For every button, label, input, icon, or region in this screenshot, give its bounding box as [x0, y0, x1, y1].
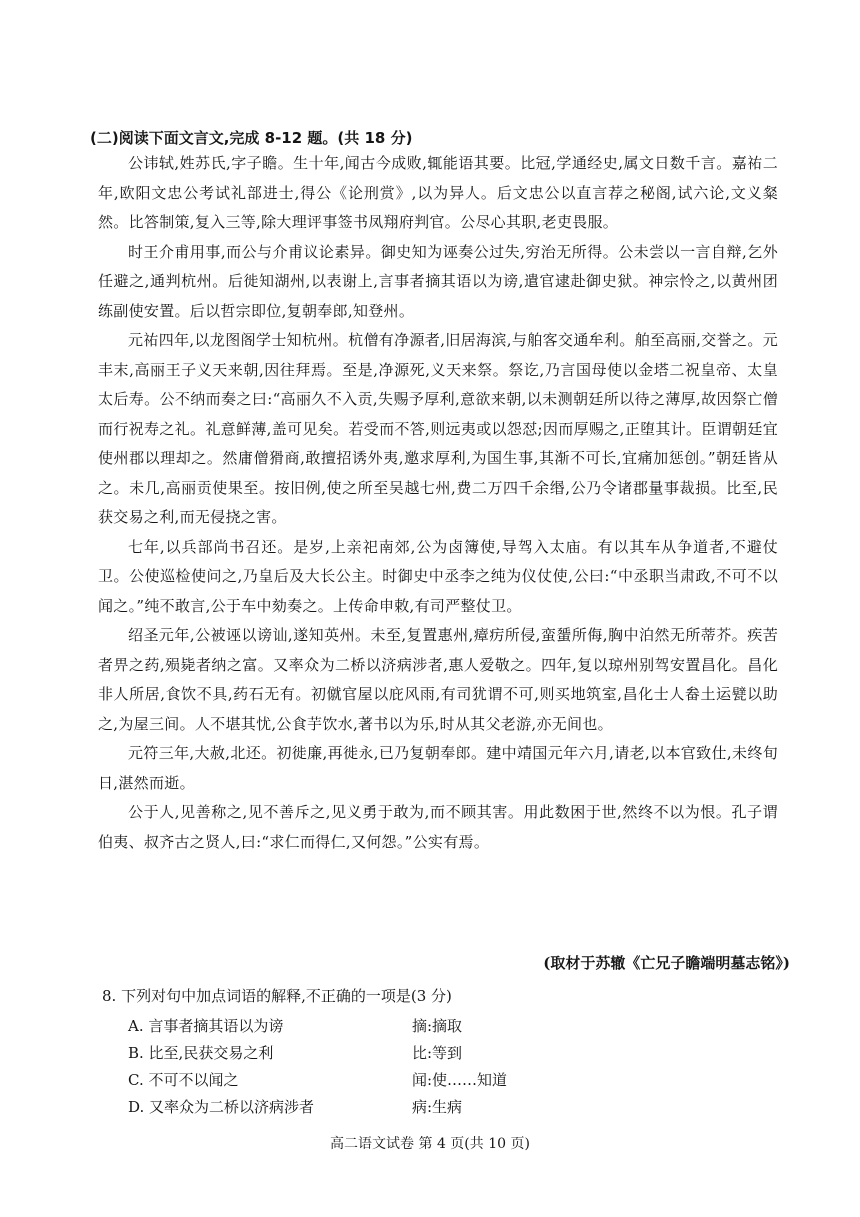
question-8-stem: 8. 下列对句中加点词语的解释,不正确的一项是(3 分) — [102, 987, 452, 1005]
option-d-explanation: 病:生病 — [412, 1098, 463, 1116]
option-a-explanation: 摘:摘取 — [412, 1017, 463, 1035]
option-c-explanation: 闻:使……知道 — [412, 1071, 508, 1089]
classical-chinese-passage — [98, 149, 778, 857]
page-footer: 高二语文试卷 第 4 页(共 10 页) — [330, 1136, 530, 1152]
option-b-sentence: B. 比至,民获交易之利 — [128, 1044, 274, 1062]
option-c-sentence: C. 不可不以闻之 — [128, 1071, 239, 1089]
passage-source: (取材于苏辙《亡兄子瞻端明墓志铭》) — [543, 954, 790, 972]
option-b-explanation: 比:等到 — [412, 1044, 463, 1062]
section-title: (二)阅读下面文言文,完成 8-12 题。(共 18 分) — [90, 129, 413, 147]
option-d — [128, 1094, 728, 1121]
passage-paragraph-6: 元符三年,大赦,北还。初徙廉,再徙永,已乃复朝奉郎。建中靖国元年六月,请老,以本官致仕,未终旬日,湛然而逝。 — [98, 744, 778, 792]
passage-paragraph-3: 元祐四年,以龙图阁学士知杭州。杭僧有净源者,旧居海滨,与舶客交通牟利。舶至高丽,交誉之。元丰末,高丽王子义天来朝,因往拜焉。至是,净源死,义天来祭。祭讫,乃言国母使以金塔二祝皇帝、太皇太后寿。公不纳而奏之曰:“高丽久不入贡,失赐予厚利,意欲来朝,以未测朝廷所以待之薄厚,故因祭亡僧而行祝寿之礼。礼意鲜薄,盖可见矣。若受而不答,则远夷或以怨怼;因而厚赐之,正堕其计。臣谓朝廷宜使州郡以理却之。然庸僧猾商,敢擅招诱外夷,邀求厚利,为国生事,其渐不可长,宜痛加惩创。”朝廷皆从之。未几,高丽贡使果至。按旧例,使之所至吴越七州,费二万四千余缗,公乃令诸郡量事裁损。比至,民获交易之利,而无侵挠之害。 — [98, 331, 778, 526]
passage-paragraph-1: 公讳轼,姓苏氏,字子瞻。生十年,闻古今成败,辄能语其要。比冠,学通经史,属文日数千言。嘉祐二年,欧阳文忠公考试礼部进士,得公《论刑赏》,以为异人。后文忠公以直言荐之秘阁,试六论,文义粲然。比答制策,复入三等,除大理评事签书凤翔府判官。公尽心其职,老吏畏服。 — [98, 154, 778, 231]
option-c — [128, 1067, 728, 1094]
option-a-sentence: A. 言事者摘其语以为谤 — [128, 1017, 284, 1035]
option-d-sentence: D. 又率众为二桥以济病涉者 — [128, 1098, 315, 1116]
passage-paragraph-2: 时王介甫用事,而公与介甫议论素异。御史知为诬奏公过失,穷治无所得。公未尝以一言自辩,乞外任避之,通判杭州。后徙知湖州,以表谢上,言事者摘其语以为谤,遣官逮赴御史狱。神宗怜之,以黄州团练副使安置。后以哲宗即位,复朝奉郎,知登州。 — [98, 242, 778, 320]
question-8-options — [128, 1013, 728, 1121]
passage-paragraph-5: 绍圣元年,公被诬以谤讪,遂知英州。未至,复置惠州,瘴疠所侵,蛮蜑所侮,胸中泊然无所蒂芥。疾苦者畀之药,殒毙者纳之富。又率众为二桥以济病涉者,惠人爱敬之。四年,复以琼州别驾安置昌化。昌化非人所居,食饮不具,药石无有。初僦官屋以庇风雨,有司犹谓不可,则买地筑室,昌化士人畚土运甓以助之,为屋三间。人不堪其忧,公食芋饮水,著书以为乐,时从其父老游,亦无间也。 — [98, 626, 778, 733]
passage-paragraph-7: 公于人,见善称之,见不善斥之,见义勇于敢为,而不顾其害。用此数困于世,然终不以为恨。孔子谓伯夷、叔齐古之贤人,曰:“求仁而得仁,又何怨。”公实有焉。 — [98, 803, 778, 851]
passage-paragraph-4: 七年,以兵部尚书召还。是岁,上亲祀南郊,公为卤簿使,导驾入太庙。有以其车从争道者,不避仗卫。公使巡检使问之,乃皇后及大长公主。时御史中丞李之纯为仪仗使,公曰:“中丞职当肃政,不可不以闻之。”纯不敢言,公于车中劾奏之。上传命申敕,有司严整仗卫。 — [98, 537, 778, 615]
option-b — [128, 1040, 728, 1067]
option-a — [128, 1013, 728, 1040]
